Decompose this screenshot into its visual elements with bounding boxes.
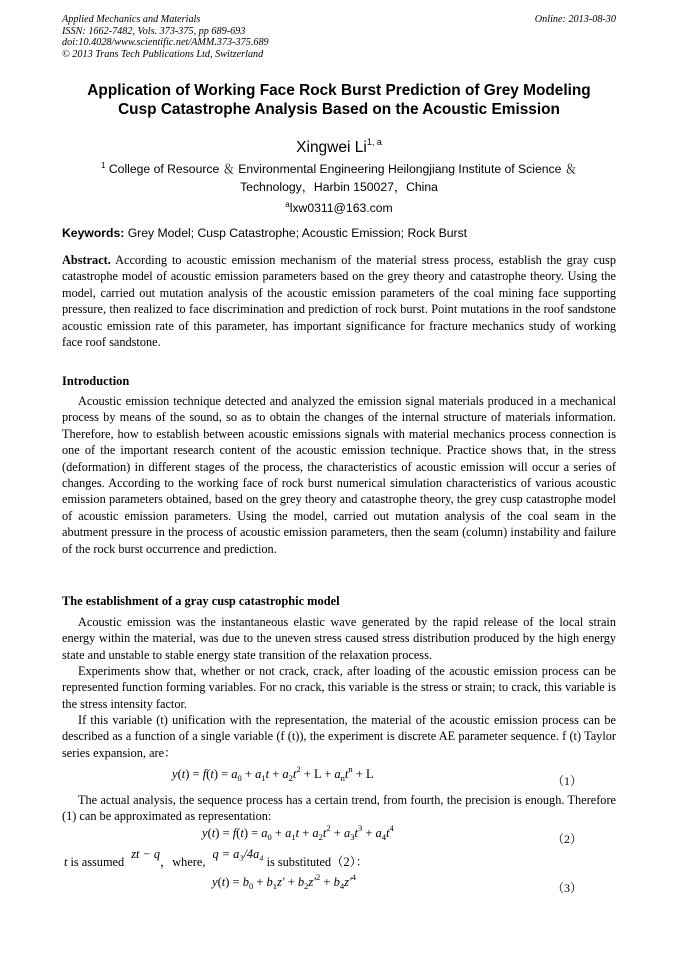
expression-zt-q: zt − q [131,847,160,861]
author-superscript: 1, a [366,137,382,147]
keywords-text: Grey Model; Cusp Catastrophe; Acoustic Emission; Rock Burst [127,226,468,240]
model-paragraph-1: Acoustic emission was the instantaneous elastic wave generated by the rapid release of the local strain energy within the material, was due to the uneven stress caused stress distribution produced by the high energy state and unstable to stable energy state transition of the relaxation process. [62,615,616,662]
introduction-paragraph: Acoustic emission technique detected and analyzed the emission signal materials produced in a mechanical process by means of the sound, so as to obtain the changes of the internal structure of materials information. Therefore, how to establish between acoustic emissions signals with material mechanics process connection is one of the important research content of the acoustic emission technique. Practice shows that, in the stress (deformation) in different stages of the process, the characteristics of acoustic emission will occur a series of changes. According to the working face of rock burst numerical simulation characteristics of various acoustic emission parameters obtained, based on the grey theory and catastrophe theory, the grey cusp catastrophe model of acoustic emission parameters. Using the model, carried out mutation analysis of the coal seam in the abutment pressure in the process of acoustic emission parameters, then the seam (column) instability and failure of the rock burst occurrence and prediction. [62,394,616,556]
author-line [62,133,616,157]
journal-header [62,14,616,60]
journal-copyright: © 2013 Trans Tech Publications Ltd, Switzerland [62,48,264,60]
abstract-text: According to acoustic emission mechanism of the material stress process, establish the gray cusp catastrophe model of acoustic emission parameters based on the grey theory and catastrophe theory. Using the model, carried out mutation analysis of the acoustic emission parameters of the coal mining face supporting pressure, then realized to face discrimination and prediction of rock burst. Point mutations in the roof sandstone acoustic emission rate of this parameter, has important significance for fracture mechanics study of working face roof sandstone. [62,253,616,350]
model-paragraph-4: The actual analysis, the sequence process has a certain trend, from fourth, the precision is enough. Therefore (1) can be approximated as representation: [62,793,616,824]
affiliation-superscript: 1 [101,161,106,170]
keywords [62,226,616,241]
title-line-1: Application of Working Face Rock Burst Prediction of Grey Modeling [87,82,591,99]
email-address: lxw0311@163.com [289,201,393,215]
affiliation [62,157,616,196]
equation-3-number: （3） [552,881,583,895]
equation-1-number: （1） [552,774,583,788]
substituted-text: is substituted（2）： [266,855,369,869]
journal-issn: ISSN: 1662-7482, Vols. 373-375, pp 689-693 [62,25,246,37]
journal-doi: doi:10.4028/www.scientific.net/AMM.373-375.689 [62,37,269,49]
model-paragraph-2: Experiments show that, whether or not crack, crack, after loading of the acoustic emission process can be represented function forming variables. For no crack, this variable is the stress or strain; to crack, this variable is the stress intensity factor. [62,664,616,711]
equation-2-number: （2） [552,832,583,846]
where-text: ，where, [160,855,206,869]
equation-1: $y(t) = f(t) = a_0 + a_1t + a_2t^2 + L + a_nt^n + L$ [172,764,374,783]
author-name: Xingwei Li [296,139,367,156]
keywords-label: Keywords: [62,226,125,240]
section-heading-model: The establishment of a gray cusp catastrophic model [62,594,340,608]
variable-t: t [64,855,68,869]
paper-title [62,81,616,119]
substitution-line [64,847,369,870]
is-assumed-text: is assumed [70,855,125,869]
abstract-label: Abstract. [62,253,111,267]
journal-name: Applied Mechanics and Materials [62,14,201,25]
equation-3: $y(t) = b_0 + b_1z' + b_2z'^2 + b_4z'^4$ [212,872,356,891]
model-paragraph-3: If this variable (t) unification with the representation, the material of the acoustic emission process can be described as a function of a single variable (f (t)), the experiment is discrete AE parameter sequence. f (t) Taylor series expansion, are： [62,713,616,760]
online-date: Online: 2013-08-30 [534,14,616,25]
affiliation-line-2: Technology，Harbin 150027，China [240,179,438,194]
email-superscript: a [285,200,290,209]
title-line-2: Cusp Catastrophe Analysis Based on the Acoustic Emission [118,101,560,118]
author-email [62,197,616,216]
expression-q-definition: q = a₃/4a₄ [212,847,264,861]
section-heading-introduction: Introduction [62,374,130,388]
affiliation-line-1: College of Resource ＆ Environmental Engineering Heilongjiang Institute of Science ＆ [108,162,577,176]
abstract [62,252,616,350]
equation-2: $y(t) = f(t) = a_0 + a_1t + a_2t^2 + a_3t^3 + a_4t^4$ [202,823,394,842]
